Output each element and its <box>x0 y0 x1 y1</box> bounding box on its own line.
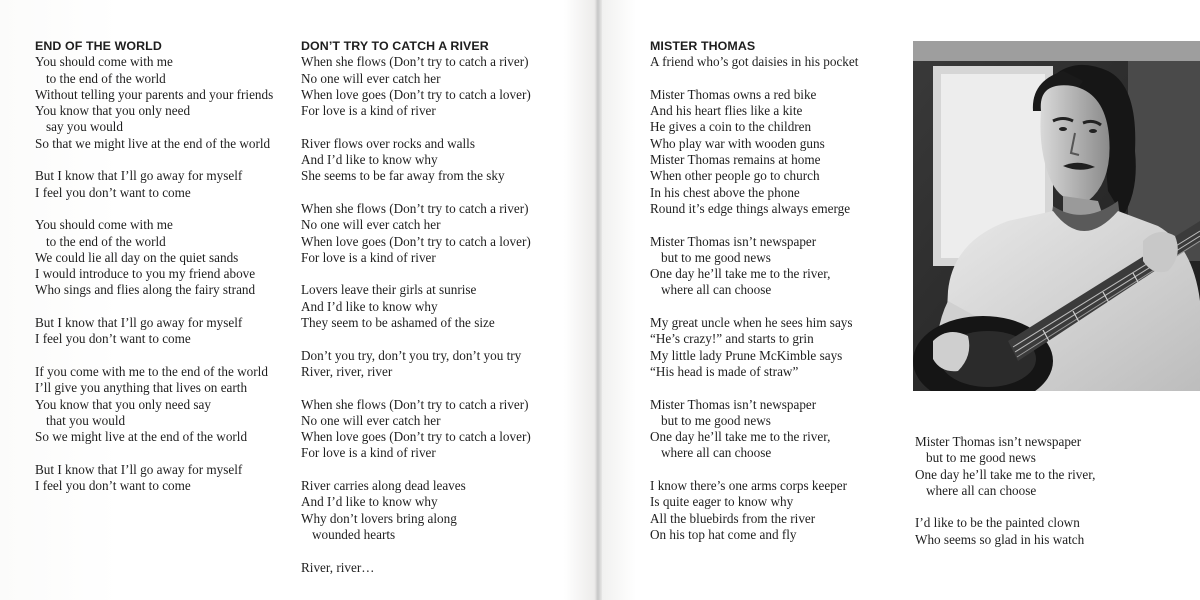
lyric-line: where all can choose <box>926 482 1037 498</box>
song-dont-try-to-catch-a-river <box>301 38 571 576</box>
lyric-line: All the bluebirds from the river <box>650 510 816 526</box>
lyric-line: Mister Thomas owns a red bike <box>650 86 817 102</box>
lyric-line: My great uncle when he sees him says <box>650 315 853 331</box>
stanza-break <box>650 71 900 87</box>
lyric-line: but to me good news <box>661 412 771 428</box>
stanza-break <box>915 499 1185 515</box>
song-title: MISTER THOMAS <box>650 39 756 53</box>
lyric-line: My little lady Prune McKimble says <box>650 347 843 363</box>
stanza-break <box>35 152 290 168</box>
lyric-line: I feel you don’t want to come <box>35 331 191 347</box>
lyric-line: For love is a kind of river <box>301 249 436 265</box>
lyric-line: When love goes (Don’t try to catch a lover) <box>301 86 531 102</box>
lyric-line: So that we might live at the end of the world <box>35 135 271 151</box>
lyrics <box>35 54 290 494</box>
stanza-break <box>35 299 290 315</box>
lyrics <box>301 54 571 576</box>
lyric-line: I would introduce to you my friend above <box>35 266 256 282</box>
stanza-break <box>301 266 571 282</box>
lyric-line: For love is a kind of river <box>301 103 436 119</box>
lyric-line: Lovers leave their girls at sunrise <box>301 282 477 298</box>
lyric-line: You should come with me <box>35 217 173 233</box>
stanza-break <box>650 380 900 396</box>
lyric-line: Mister Thomas isn’t newspaper <box>915 434 1082 449</box>
lyric-line: Don’t you try, don’t you try, don’t you try <box>301 347 522 363</box>
stanza-break <box>650 217 900 233</box>
lyric-line: River, river, river <box>301 363 393 379</box>
lyric-line: When love goes (Don’t try to catch a lover) <box>301 429 531 445</box>
stanza-break <box>35 201 290 217</box>
lyric-line: say you would <box>46 119 123 135</box>
lyric-line: where all can choose <box>661 282 772 298</box>
lyric-line: And his heart flies like a kite <box>650 103 803 119</box>
lyric-line: And I’d like to know why <box>301 494 438 510</box>
song-title: END OF THE WORLD <box>35 39 162 53</box>
lyric-line: But I know that I’ll go away for myself <box>35 315 243 331</box>
lyric-line: I’d like to be the painted clown <box>915 515 1080 531</box>
lyric-line: He gives a coin to the children <box>650 119 812 135</box>
lyric-line: Mister Thomas remains at home <box>650 152 821 168</box>
stanza-break <box>301 462 571 478</box>
musician-photo <box>913 41 1200 391</box>
lyric-line: Who seems so glad in his watch <box>915 531 1085 547</box>
stanza-break <box>301 331 571 347</box>
lyric-line: A friend who’s got daisies in his pocket <box>650 54 859 70</box>
lyric-line: Who sings and flies along the fairy strand <box>35 282 256 298</box>
lyric-line: So we might live at the end of the world <box>35 429 248 445</box>
lyric-line: And I’d like to know why <box>301 298 438 314</box>
lyric-line: Why don’t lovers bring along <box>301 510 457 526</box>
lyric-line: They seem to be ashamed of the size <box>301 315 495 331</box>
lyric-line: Who play war with wooden guns <box>650 135 825 151</box>
lyrics <box>650 54 900 543</box>
lyric-line: For love is a kind of river <box>301 445 436 461</box>
song-mister-thomas-continued <box>915 434 1185 548</box>
lyric-line: I’ll give you anything that lives on earth <box>35 380 248 396</box>
lyric-line: In his chest above the phone <box>650 184 800 200</box>
musician-with-guitar-icon <box>913 41 1200 391</box>
lyric-line: But I know that I’ll go away for myself <box>35 461 243 477</box>
lyric-line: wounded hearts <box>312 526 396 542</box>
stanza-break <box>301 543 571 559</box>
lyric-line: No one will ever catch her <box>301 70 441 86</box>
lyric-line: We could lie all day on the quiet sands <box>35 249 239 265</box>
lyric-line: When she flows (Don’t try to catch a river) <box>301 200 529 216</box>
stanza-break <box>301 119 571 135</box>
lyric-line: but to me good news <box>661 249 771 265</box>
lyric-line: where all can choose <box>661 445 772 461</box>
lyric-line: “His head is made of straw” <box>650 363 799 379</box>
lyric-line: When she flows (Don’t try to catch a river) <box>301 396 529 412</box>
song-end-of-the-world <box>35 38 290 494</box>
lyric-line: No one will ever catch her <box>301 412 441 428</box>
lyric-line: One day he’ll take me to the river, <box>650 429 831 445</box>
lyric-line: Mister Thomas isn’t newspaper <box>650 233 817 249</box>
stanza-break <box>650 299 900 315</box>
lyric-line: I know there’s one arms corps keeper <box>650 478 848 494</box>
lyric-line: You know that you only need <box>35 103 191 119</box>
lyric-line: When love goes (Don’t try to catch a lover) <box>301 233 531 249</box>
lyric-line: And I’d like to know why <box>301 152 438 168</box>
stanza-break <box>35 445 290 461</box>
lyric-line: One day he’ll take me to the river, <box>915 466 1096 482</box>
lyric-line: No one will ever catch her <box>301 217 441 233</box>
lyric-line: On his top hat come and fly <box>650 526 797 542</box>
lyric-line: but to me good news <box>926 450 1036 466</box>
lyric-line: that you would <box>46 412 126 428</box>
stanza-break <box>35 348 290 364</box>
song-title: DON’T TRY TO CATCH A RIVER <box>301 39 489 53</box>
lyric-line: One day he’ll take me to the river, <box>650 266 831 282</box>
lyric-line: You should come with me <box>35 54 173 70</box>
lyric-line: I feel you don’t want to come <box>35 478 191 494</box>
lyric-line: Round it’s edge things always emerge <box>650 200 851 216</box>
stanza-break <box>650 462 900 478</box>
lyric-line: River, river… <box>301 559 375 575</box>
stanza-break <box>301 185 571 201</box>
lyric-line: Is quite eager to know why <box>650 494 794 510</box>
lyric-line: You know that you only need say <box>35 396 211 412</box>
lyric-line: to the end of the world <box>46 70 166 86</box>
lyric-line: She seems to be far away from the sky <box>301 168 505 184</box>
lyrics <box>915 434 1185 548</box>
lyric-line: River flows over rocks and walls <box>301 135 475 151</box>
lyric-line: River carries along dead leaves <box>301 478 466 494</box>
lyric-line: When she flows (Don’t try to catch a river) <box>301 54 529 70</box>
stanza-break <box>301 380 571 396</box>
lyric-line: When other people go to church <box>650 168 820 184</box>
lyric-line: to the end of the world <box>46 233 166 249</box>
lyric-line: “He’s crazy!” and starts to grin <box>650 331 814 347</box>
lyric-line: Without telling your parents and your friends <box>35 86 274 102</box>
lyric-line: But I know that I’ll go away for myself <box>35 168 243 184</box>
song-mister-thomas <box>650 38 900 543</box>
lyric-line: I feel you don’t want to come <box>35 184 191 200</box>
lyric-line: If you come with me to the end of the world <box>35 363 268 379</box>
page-fold <box>594 0 602 600</box>
lyric-line: Mister Thomas isn’t newspaper <box>650 396 817 412</box>
